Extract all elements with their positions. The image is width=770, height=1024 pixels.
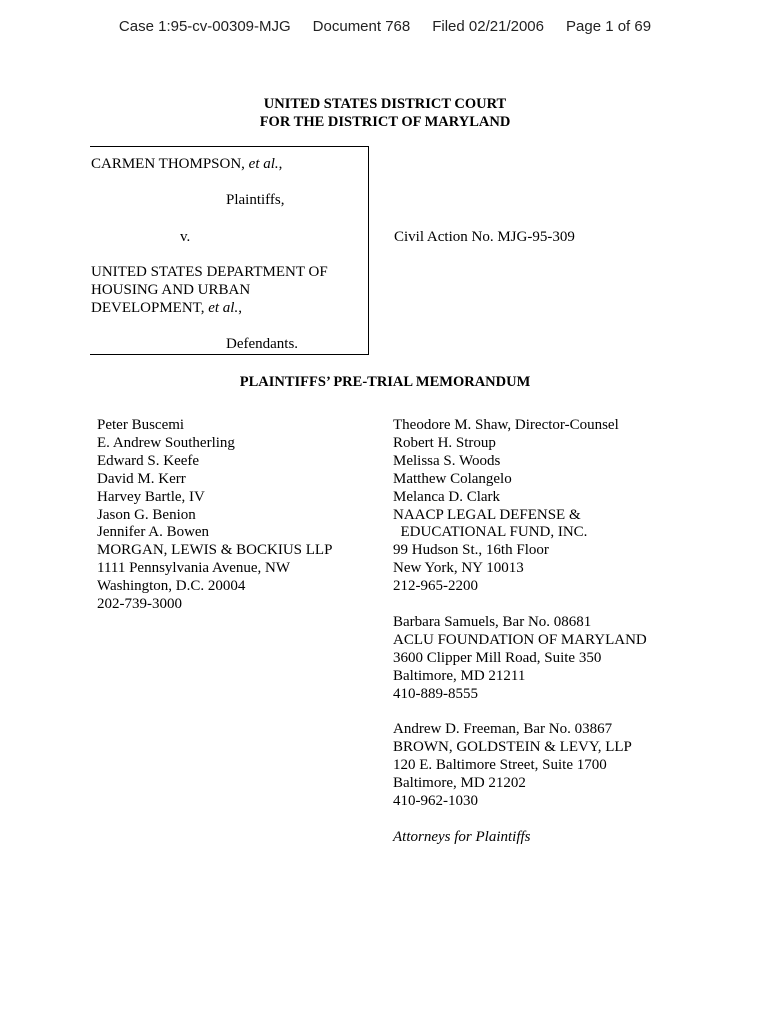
counsel-line: Theodore M. Shaw, Director-Counsel [393, 417, 619, 433]
counsel-line: Melissa S. Woods [393, 452, 501, 469]
brown-counsel-group [393, 721, 647, 811]
counsel-line: Peter Buscemi [97, 417, 185, 433]
court-district: FOR THE DISTRICT OF MARYLAND [259, 114, 511, 130]
plaintiffs-label: Plaintiffs, [226, 192, 285, 208]
counsel-line: E. Andrew Southerling [97, 434, 235, 451]
plaintiff-et-al: et al. [248, 156, 279, 172]
counsel-line: 410-889-8555 [393, 685, 478, 702]
page-indicator: Page 1 of 69 [566, 18, 652, 35]
left-counsel-block [97, 417, 332, 614]
plaintiff-comma: , [278, 156, 283, 172]
ecf-header-stamp [0, 18, 770, 35]
defendant-line-1: UNITED STATES DEPARTMENT OF [91, 264, 328, 280]
counsel-line: Jason G. Benion [97, 506, 196, 523]
counsel-line: 202-739-3000 [97, 596, 182, 613]
counsel-line: EDUCATIONAL FUND, INC. [393, 524, 588, 541]
defendant-line-3 [91, 299, 242, 317]
court-heading [0, 95, 770, 131]
counsel-line: Harvey Bartle, IV [97, 488, 205, 505]
defendant-comma: , [238, 300, 242, 316]
counsel-line: New York, NY 10013 [393, 560, 524, 577]
counsel-line: 3600 Clipper Mill Road, Suite 350 [393, 649, 602, 666]
counsel-line: Edward S. Keefe [97, 452, 200, 469]
counsel-line: Barbara Samuels, Bar No. 08681 [393, 613, 592, 630]
counsel-line: Melanca D. Clark [393, 488, 501, 505]
counsel-line: NAACP LEGAL DEFENSE & [393, 506, 581, 523]
counsel-line: David M. Kerr [97, 470, 186, 487]
aclu-counsel-group [393, 614, 647, 704]
counsel-line: Jennifer A. Bowen [97, 524, 210, 541]
counsel-line: Baltimore, MD 21202 [393, 775, 526, 792]
counsel-line: BROWN, GOLDSTEIN & LEVY, LLP [393, 739, 632, 756]
document-title: PLAINTIFFS’ PRE-TRIAL MEMORANDUM [239, 374, 531, 390]
filed-date: Filed 02/21/2006 [432, 18, 544, 35]
counsel-line: Robert H. Stroup [393, 434, 496, 451]
counsel-line: Washington, D.C. 20004 [97, 578, 246, 595]
court-name: UNITED STATES DISTRICT COURT [263, 96, 507, 112]
counsel-line: Andrew D. Freeman, Bar No. 03867 [393, 721, 613, 738]
counsel-line: Baltimore, MD 21211 [393, 667, 526, 684]
case-caption-box [90, 146, 369, 355]
counsel-line: 1111 Pennsylvania Avenue, NW [97, 560, 291, 577]
right-counsel-block [393, 417, 647, 847]
defendant-line-3-text: DEVELOPMENT, [91, 300, 205, 316]
defendant-et-al: et al. [208, 300, 239, 316]
defendants-label: Defendants. [226, 336, 299, 352]
case-number: Case 1:95-cv-00309-MJG [118, 18, 291, 35]
defendant-line-2: HOUSING AND URBAN [91, 282, 251, 298]
counsel-line: MORGAN, LEWIS & BOCKIUS LLP [97, 542, 333, 559]
counsel-line: 212-965-2200 [393, 578, 478, 595]
attorneys-for-plaintiffs: Attorneys for Plaintiffs [393, 828, 531, 845]
versus-label: v. [180, 229, 191, 245]
counsel-line: 120 E. Baltimore Street, Suite 1700 [393, 757, 607, 774]
civil-action-number: Civil Action No. MJG-95-309 [394, 229, 575, 245]
plaintiff-name [91, 155, 282, 173]
counsel-line: ACLU FOUNDATION OF MARYLAND [393, 631, 647, 648]
counsel-line: Matthew Colangelo [393, 470, 512, 487]
plaintiff-name-text: CARMEN THOMPSON, [91, 156, 245, 172]
counsel-line: 99 Hudson St., 16th Floor [393, 542, 549, 559]
naacp-counsel-group [393, 417, 647, 596]
counsel-line: 410-962-1030 [393, 793, 478, 809]
document-number: Document 768 [312, 18, 411, 35]
